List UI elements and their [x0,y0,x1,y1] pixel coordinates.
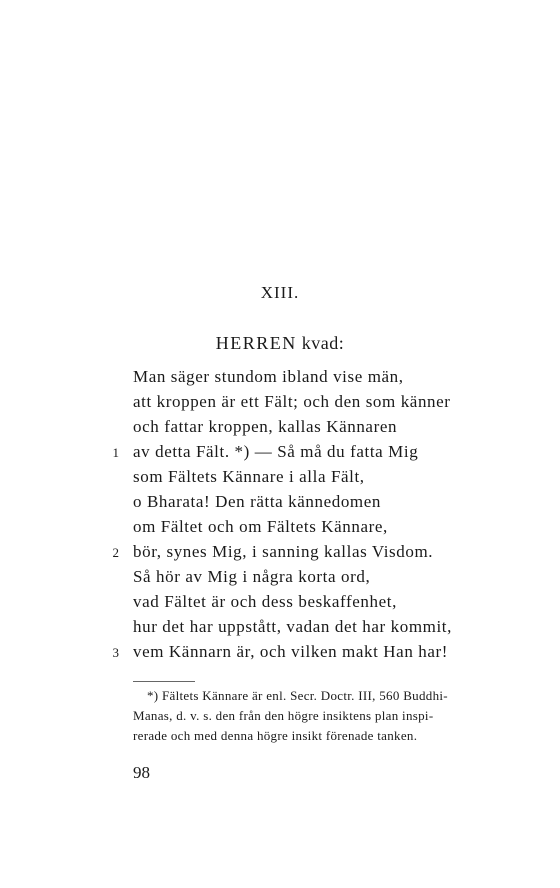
verse-line [133,614,533,639]
verse-number: 1 [112,445,120,460]
verse-line [112,439,533,464]
footnote-divider [133,681,195,682]
verse-number: 3 [112,645,120,660]
verse-line [133,389,533,414]
verse-line [133,514,533,539]
verse-line [133,489,533,514]
footnote-line: Manas, d. v. s. den från den högre insiktens plan inspi- [133,708,434,723]
verse-line [133,414,533,439]
page-number: 98 [133,763,150,782]
verse-text: att kroppen är ett Fält; och den som känner [133,392,451,411]
verse-line [133,364,533,389]
verse-line [112,539,533,564]
verse-text: som Fältets Kännare i alla Fält, [133,467,365,486]
verse-text: Man säger stundom ibland vise män, [133,367,404,386]
speaker-verb: kvad: [301,333,345,353]
footnote-line: rerade och med denna högre insikt förenade tanken. [133,728,418,743]
verse-text: vem Kännarn är, och vilken makt Han har! [133,642,449,661]
verse-text: och fattar kroppen, kallas Kännaren [133,417,398,436]
verse-block [112,364,533,664]
verse-text: om Fältet och om Fältets Kännare, [133,517,388,536]
speaker-line [0,333,560,354]
verse-text: av detta Fält. *) — Så må du fatta Mig [133,442,419,461]
verse-line [133,464,533,489]
speaker-name: HERREN [215,333,297,353]
footnote [133,686,523,746]
verse-text: Så hör av Mig i några korta ord, [133,567,371,586]
verse-line [112,639,533,664]
verse-line [133,564,533,589]
verse-text: hur det har uppstått, vadan det har kommit, [133,617,452,636]
footnote-line: *) Fältets Kännare är enl. Secr. Doctr. III, 560 Buddhi- [147,688,448,703]
verse-text: bör, synes Mig, i sanning kallas Visdom. [133,542,434,561]
verse-number: 2 [112,545,120,560]
chapter-heading: XIII. [260,283,300,302]
verse-text: vad Fältet är och dess beskaffenhet, [133,592,397,611]
verse-text: o Bharata! Den rätta kännedomen [133,492,382,511]
verse-line [133,589,533,614]
